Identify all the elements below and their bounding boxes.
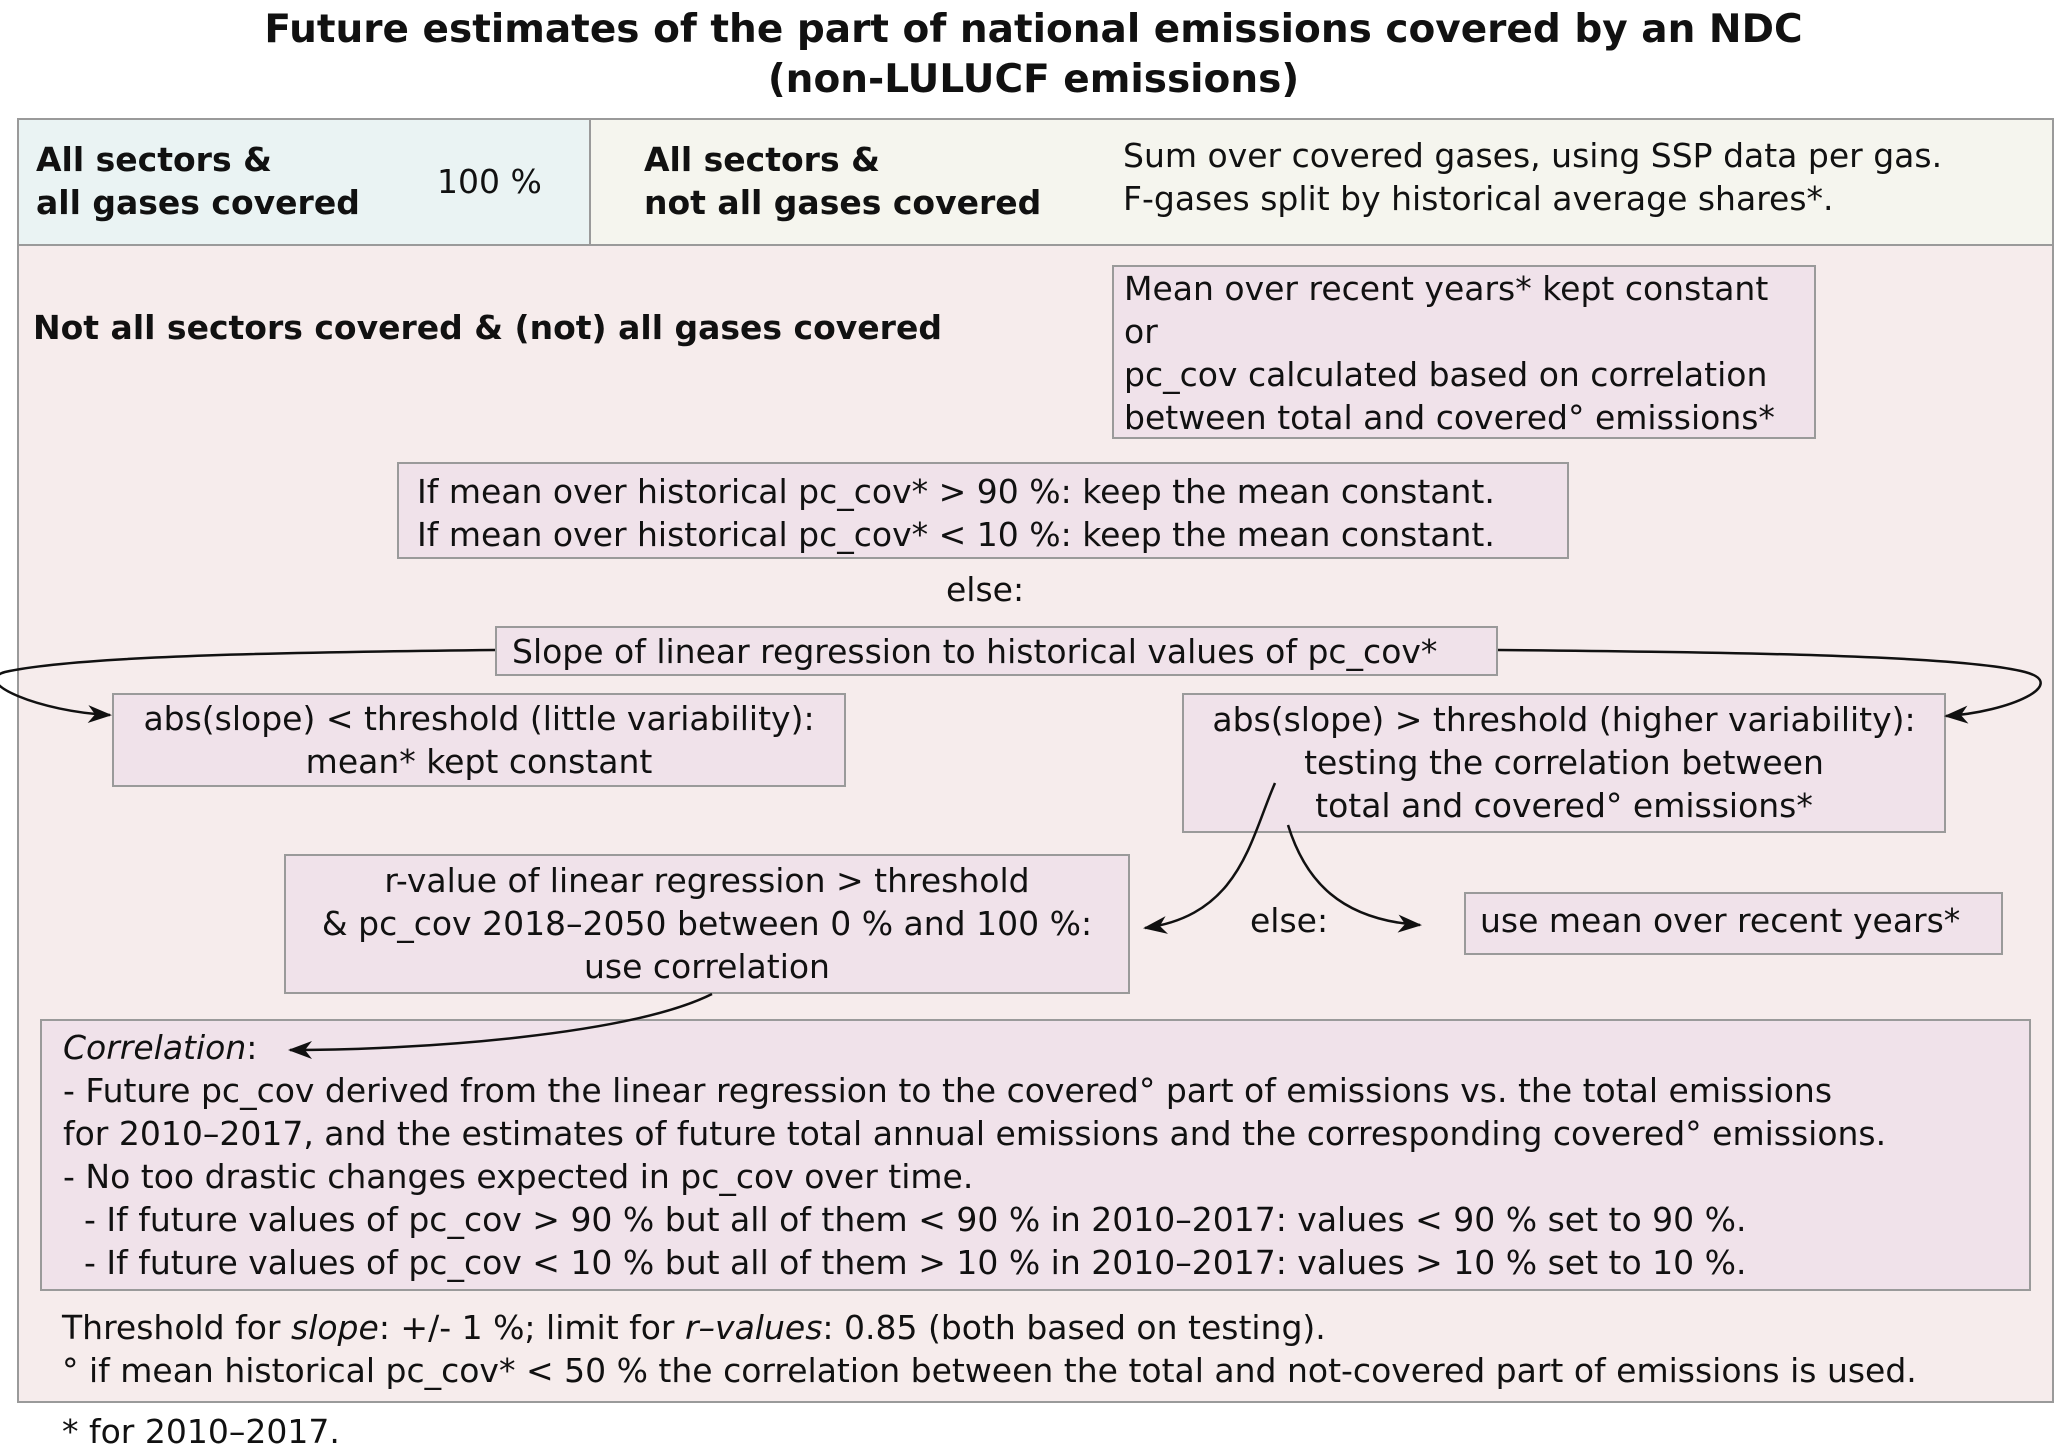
arrow-rvalue-to-correlation <box>290 994 712 1050</box>
threshold-note: Threshold for slope: +/- 1 %; limit for r–values: 0.85 (both based on testing). <box>62 1308 1326 1347</box>
footnote: * for 2010–2017. <box>62 1412 340 1451</box>
title-line-2: (non-LULUCF emissions) <box>767 57 1300 102</box>
recent-years-box: use mean over recent years* <box>1464 892 2003 955</box>
panel-not-all-gases-heading: All sectors & not all gases covered <box>644 140 1042 222</box>
panel-all-gases-value: 100 % <box>437 162 542 201</box>
arrow-high-variability-to-recent-mean <box>1288 825 1420 925</box>
else-label-2: else: <box>1250 901 1329 940</box>
degree-note: ° if mean historical pc_cov* < 50 % the correlation between the total and not-covered part of emissions is used. <box>62 1351 1917 1390</box>
panel-all-gases-heading: All sectors & all gases covered <box>36 140 360 222</box>
low-variability-box: abs(slope) < threshold (little variability): mean* kept constant <box>112 693 846 787</box>
panel-not-all-gases-description: Sum over covered gases, using SSP data per gas. F-gases split by historical average shares*. <box>1123 136 1943 218</box>
else-label-1: else: <box>946 570 1025 609</box>
mean-threshold-box: If mean over historical pc_cov* > 90 %: keep the mean constant. If mean over historical pc_cov* < 10 %: keep the mean constant. <box>397 462 1569 559</box>
title-line-1: Future estimates of the part of national emissions covered by an NDC <box>264 7 1803 52</box>
arrow-slope-to-low-variability <box>0 650 495 715</box>
slope-box: Slope of linear regression to historical values of pc_cov* <box>495 626 1498 676</box>
rvalue-box: r-value of linear regression > threshold & pc_cov 2018–2050 between 0 % and 100 %: use correlation <box>284 854 1130 994</box>
correlation-heading: Correlation: <box>63 1028 258 1067</box>
arrow-high-variability-to-rvalue <box>1145 783 1275 928</box>
high-variability-box: abs(slope) > threshold (higher variability): testing the correlation between total and covered° emissions* <box>1182 693 1946 833</box>
arrow-slope-to-high-variability <box>1498 650 2041 716</box>
main-heading: Not all sectors covered & (not) all gases covered <box>33 308 942 347</box>
correlation-box: Correlation: - Future pc_cov derived from the linear regression to the covered° part of emissions vs. the total emissions for 2010–2017, and the estimates of future total annual emissions and the corresponding covered° emissions. - No too drastic changes expected in pc_cov over time. - If future values of pc_cov > 90 % but all of them < 90 % in 2010–2017: values < 90 % set to 90 %. - If future values of pc_cov < 10 % but all of them > 10 % in 2010–2017: values > 10 % set to 10 %. <box>40 1019 2031 1291</box>
method-box: Mean over recent years* kept constant or pc_cov calculated based on correlation between total and covered° emissions* <box>1112 265 1816 439</box>
